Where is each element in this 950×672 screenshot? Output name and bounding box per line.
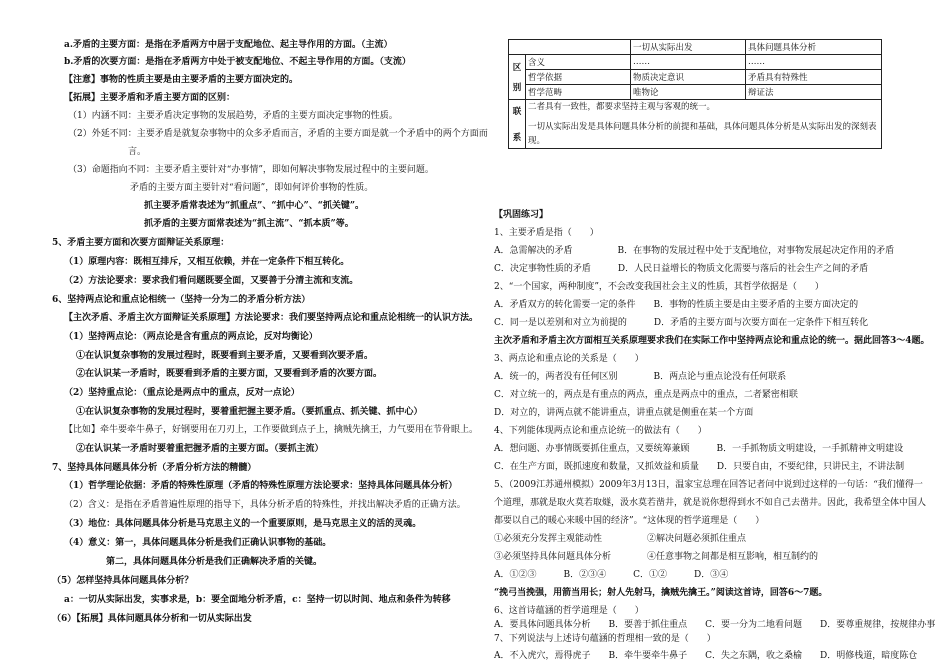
text-line: b.矛盾的次要方面：是指在矛盾两方中处于被支配地位、不起主导作用的方面。（支流） xyxy=(64,57,411,67)
text-line: 【拓展】主要矛盾和矛盾主要方面的区别： xyxy=(64,93,236,103)
side-label-difference: 区 别 xyxy=(509,55,526,100)
table-row xyxy=(509,40,882,55)
text-line: 抓矛盾的主要方面常表述为“抓主流”、“抓本质”等。 xyxy=(144,219,354,229)
text-line: ②在认识某一矛盾时要着重把握矛盾的主要方面。（要抓主流） xyxy=(76,444,324,454)
text-line: （2）方法论要求：要求我们看问题既要全面，又要善于分清主流和支流。 xyxy=(64,276,359,286)
table-header-cell: 一切从实际出发 xyxy=(631,40,746,55)
link-text: 二者具有一致性，都要求坚持主观与客观的统一。 xyxy=(528,102,716,112)
table-cell: 矛盾具有特殊性 xyxy=(746,70,882,85)
text-line: 【比如】牵牛要牵牛鼻子，好钢要用在刀刃上，工作要做到点子上，擒贼先擒王，力气要用在节骨眼上。 xyxy=(64,425,479,435)
question-text: 个道理，那就是取火莫若取燧，汲水莫若凿井，就是说你想得到水不如自己去凿井。因此，我希望全体中国人 xyxy=(494,498,927,508)
question: 2、“一个国家，两种制度”，不会改变我国社会主义的性质，其哲学依据是（ ） xyxy=(494,282,824,292)
comparison-table xyxy=(508,39,882,149)
option-line: ③必须坚持具体问题具体分析 ④任意事物之间都是相互影响，相互制约的 xyxy=(494,552,819,562)
question-text: 都要以自己的暖心来暖中国的经济”。“这体现的哲学道理是（ ） xyxy=(494,516,765,526)
text-line: 抓主要矛盾常表述为“抓重点”、“抓中心”、“抓关键”。 xyxy=(144,201,365,211)
table-cell: …… xyxy=(746,55,882,70)
question: 4、下列能体现两点论和重点论统一的做法有（ ） xyxy=(494,426,707,436)
option-line: C．在生产方面，既抓速度和数量，又抓效益和质量 D．只要自由，不要纪律，只讲民主，不讲法制 xyxy=(494,462,905,472)
table-row xyxy=(509,100,882,149)
question-intro: 主次矛盾和矛盾主次方面相互关系原理要求我们在实际工作中坚持两点论和重点论的统一。据此回答3～4题。 xyxy=(494,336,930,346)
table-header-cell: 具体问题具体分析 xyxy=(746,40,882,55)
question: 5、（2009江苏通州模拟）2009年3月13日，温家宝总理在回答记者问中说到过这样的一句话：“我们懂得一 xyxy=(494,480,923,490)
option-line: ①必须充分发挥主观能动性 ②解决问题必须抓住重点 xyxy=(494,534,747,544)
text-line: （1）坚持两点论：（两点论是含有重点的两点论，反对均衡论） xyxy=(64,332,318,342)
side-label-connection: 联 系 xyxy=(509,100,526,149)
table-cell: …… xyxy=(631,55,746,70)
question: 6、这首诗蕴涵的哲学道理是（ ） xyxy=(494,606,644,616)
question-intro: “挽弓当挽强，用箭当用长；射人先射马，擒贼先擒王。”阅读这首诗，回答6～7题。 xyxy=(494,588,828,598)
table-cell xyxy=(526,100,882,149)
text-line: 【注意】事物的性质主要是由主要矛盾的主要方面决定的。 xyxy=(64,75,299,85)
question: 1、主要矛盾是指（ ） xyxy=(494,228,599,238)
option-line: C．对立统一的，两点是有重点的两点，重点是两点中的重点，二者紧密相联 xyxy=(494,390,798,400)
link-text: 一切从实际出发是具体问题具体分析的前提和基础，具体问题具体分析是从实际出发的深刻表现。 xyxy=(528,122,877,146)
table-cell: 含义 xyxy=(526,55,631,70)
text-line: a：一切从实际出发，实事求是，b：要全面地分析矛盾，c：坚持一切以时间、地点和条件为转移 xyxy=(64,595,451,605)
option-line: C．同一是以差别和对立为前提的 D．矛盾的主要方面与次要方面在一定条件下相互转化 xyxy=(494,318,869,328)
table-cell xyxy=(509,40,631,55)
text-line: ①在认识复杂事物的发展过程时，既要看到主要矛盾，又要看到次要矛盾。 xyxy=(76,351,374,361)
text-line: 矛盾的主要方面主要针对“看问题”，即如何评价事物的性质。 xyxy=(130,183,374,193)
option-line: A．急需解决的矛盾 B．在事物的发展过程中处于支配地位，对事物发展起决定作用的矛盾 xyxy=(494,246,895,256)
option-line: A．统一的，两者没有任何区别 B．两点论与重点论没有任何联系 xyxy=(494,372,787,382)
option-line: C．决定事物性质的矛盾 D．人民日益增长的物质文化需要与落后的社会生产之间的矛盾 xyxy=(494,264,869,274)
option-line: D．对立的，讲两点就不能讲重点，讲重点就是侧重在某一个方面 xyxy=(494,408,754,418)
table-cell: 辩证法 xyxy=(746,85,882,100)
text-line: （1）哲学理论依据：矛盾的特殊性原理（矛盾的特殊性原理方法论要求：坚持具体问题具体分析） xyxy=(64,481,458,491)
table-row xyxy=(509,85,882,100)
table-row xyxy=(509,55,882,70)
text-line: a.矛盾的主要方面：是指在矛盾两方中居于支配地位、起主导作用的方面。（主流） xyxy=(64,40,393,50)
option-line: A．矛盾双方的转化需要一定的条件 B．事物的性质主要是由主要矛盾的主要方面决定的 xyxy=(494,300,859,310)
option-line: A．要具体问题具体分析 B．要善于抓住重点 C．要一分为二地看问题 D．要尊重规律，按规律办事 xyxy=(494,620,936,630)
question: 3、两点论和重点论的关系是（ ） xyxy=(494,354,644,364)
question: 7、下列说法与上述诗句蕴涵的哲理相一致的是（ ） xyxy=(494,634,716,644)
text-line: （4）意义：第一，具体问题具体分析是我们正确认识事物的基础。 xyxy=(64,538,332,548)
text-line: 第二，具体问题具体分析是我们正确解决矛盾的关键。 xyxy=(106,557,323,567)
text-line: （5）怎样坚持具体问题具体分析？ xyxy=(52,576,194,586)
text-line: 言。 xyxy=(128,147,147,157)
table-row xyxy=(509,70,882,85)
text-line: （3）地位：具体问题具体分析是马克思主义的一个重要原则，是马克思主义的活的灵魂。 xyxy=(64,519,422,529)
table-cell: 唯物论 xyxy=(631,85,746,100)
text-line: （2）含义：是指在矛盾普遍性原理的指导下，具体分析矛盾的特殊性，并找出解决矛盾的正确方法。 xyxy=(64,500,466,510)
table-cell: 物质决定意识 xyxy=(631,70,746,85)
table-cell: 哲学范畴 xyxy=(526,85,631,100)
section-heading: 7、坚持具体问题具体分析（矛盾分析方法的精髓） xyxy=(52,463,257,473)
section-heading: 6、坚持两点论和重点论相统一（坚持一分为二的矛盾分析方法） xyxy=(52,295,311,305)
section-heading: 【巩固练习】 xyxy=(494,210,549,220)
table-cell: 哲学依据 xyxy=(526,70,631,85)
text-line: （1）原理内容：既相互排斥，又相互依赖，并在一定条件下相互转化。 xyxy=(64,257,350,267)
text-line: 【主次矛盾、矛盾主次方面辩证关系原理】方法论要求：我们要坚持两点论和重点论相统一的认识方法。 xyxy=(64,313,479,323)
text-line: ②在认识某一矛盾时，既要看到矛盾的主要方面，又要看到矛盾的次要方面。 xyxy=(76,369,383,379)
text-line: （2）坚持重点论：（重点论是两点中的重点，反对一点论） xyxy=(64,388,300,398)
option-line: A．想问题、办事情既要抓住重点，又要统筹兼顾 B．一手抓物质文明建设，一手抓精神文明建设 xyxy=(494,444,904,454)
text-line: （6）【拓展】具体问题具体分析和一切从实际出发 xyxy=(52,614,252,624)
section-heading: 5、矛盾主要方面和次要方面辩证关系原理： xyxy=(52,238,230,248)
option-line: A．不入虎穴，焉得虎子 B．牵牛要牵牛鼻子 C．失之东隅，收之桑榆 D．明修栈道，暗度陈仓 xyxy=(494,651,918,661)
option-line: A．①②③ B．②③④ C．①② D．③④ xyxy=(494,570,729,580)
text-line: （3）命题指向不同：主要矛盾主要针对“办事情”，即如何解决事物发展过程中的主要问题。 xyxy=(68,165,434,175)
text-line: ①在认识复杂事物的发展过程时，要着重把握主要矛盾。（要抓重点、抓关键、抓中心） xyxy=(76,407,423,417)
text-line: （1）内涵不同：主要矛盾决定事物的发展趋势，矛盾的主要方面决定事物的性质。 xyxy=(68,111,398,121)
text-line: （2）外延不同：主要矛盾是就复杂事物中的众多矛盾而言，矛盾的主要方面是就一个矛盾中的两个方面而 xyxy=(68,129,488,139)
